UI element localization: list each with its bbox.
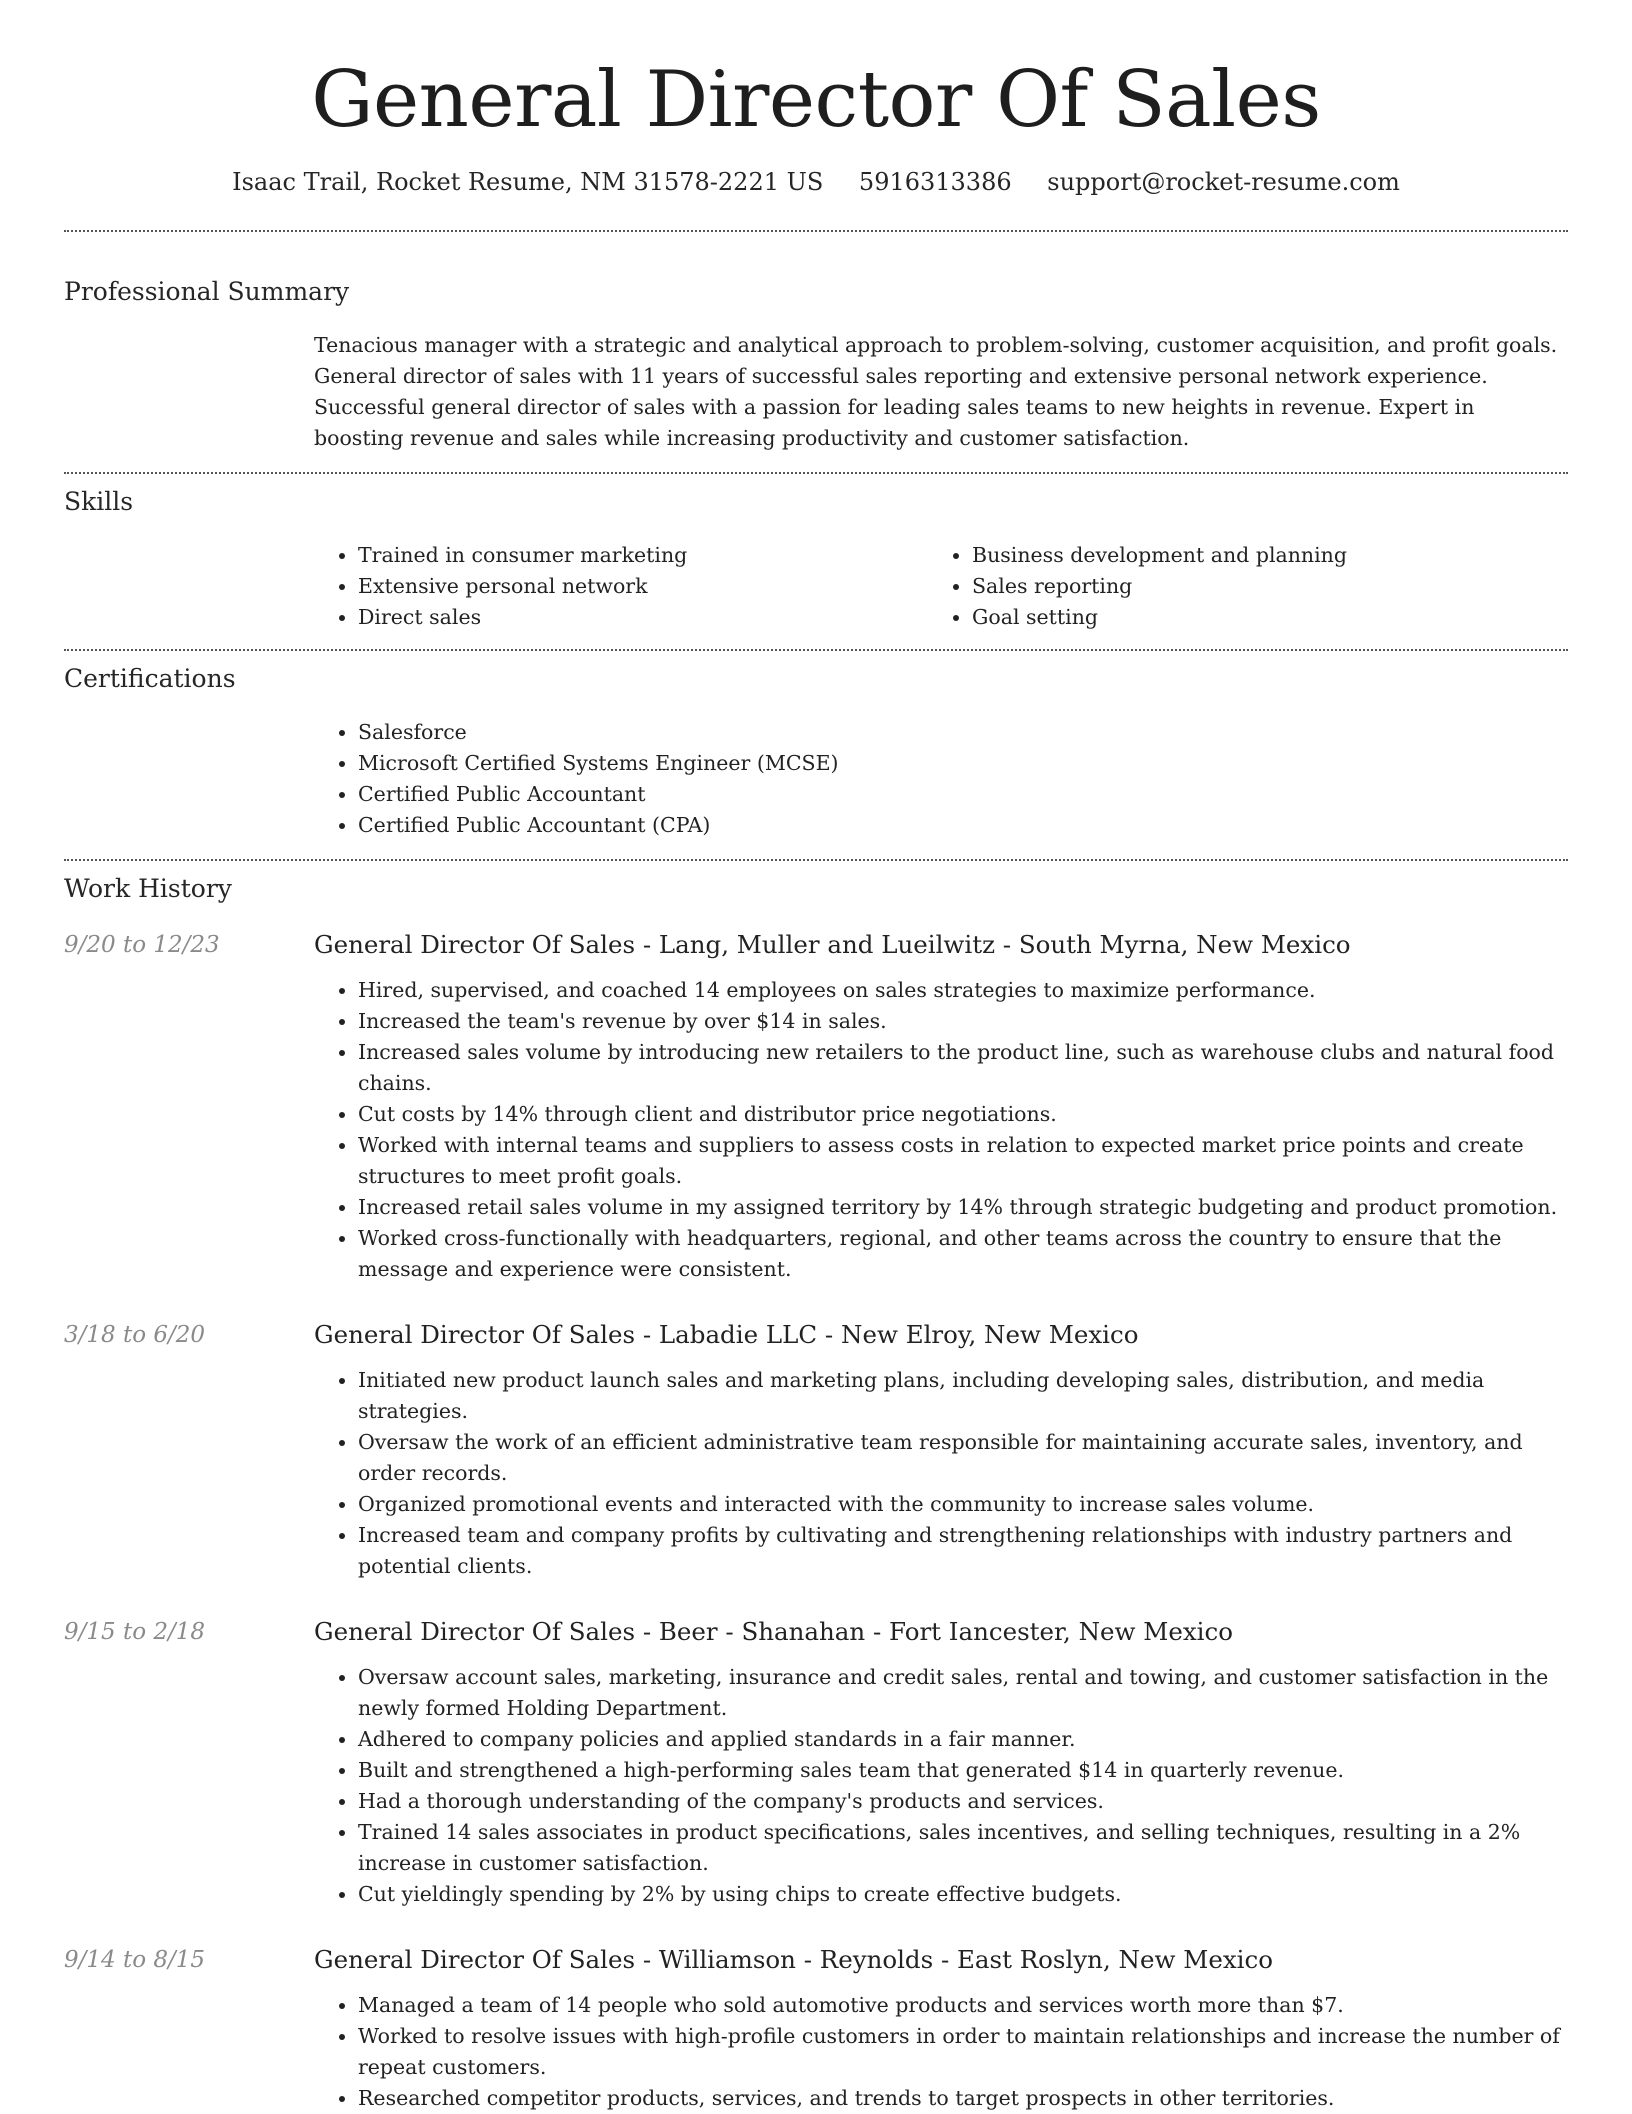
resume-title: General Director Of Sales — [311, 55, 1321, 145]
certifications-list — [314, 717, 1568, 841]
job-title: General Director Of Sales - Lang, Muller and Lueilwitz - South Myrna, New Mexico — [314, 930, 1351, 959]
skills-heading: Skills — [64, 487, 134, 516]
contact-line — [0, 166, 1632, 198]
list-item: • Worked to resolve issues with high-profile customers in order to maintain relationships and increase the number of repeat customers. — [358, 2021, 1568, 2083]
list-item: • Certified Public Accountant — [358, 779, 1568, 810]
list-item: • Increased sales volume by introducing new retailers to the product line, such as warehouse clubs and natural food chains. — [358, 1037, 1568, 1099]
list-item: • Trained 14 sales associates in product specifications, sales incentives, and selling techniques, resulting in a 2% increase in customer satisfaction. — [358, 1817, 1568, 1879]
skills-list — [314, 540, 1568, 633]
job-entry — [64, 1319, 1568, 1582]
job-dates: 3/18 to 6/20 — [64, 1322, 206, 1348]
list-item: • Cut costs by 14% through client and distributor price negotiations. — [358, 1099, 1568, 1130]
summary-heading: Professional Summary — [64, 277, 350, 306]
list-item: • Goal setting — [972, 602, 1568, 633]
list-item: • Increased the team's revenue by over $14 in sales. — [358, 1006, 1568, 1037]
job-bullets — [314, 1990, 1568, 2114]
list-item: • Increased team and company profits by cultivating and strengthening relationships with industry partners and potential clients. — [358, 1520, 1568, 1582]
job-entry — [64, 1944, 1568, 2114]
job-title: General Director Of Sales - Labadie LLC - New Elroy, New Mexico — [314, 1320, 1139, 1349]
certifications-heading: Certifications — [64, 664, 236, 693]
list-item: • Organized promotional events and interacted with the community to increase sales volume. — [358, 1489, 1568, 1520]
job-bullets — [314, 1365, 1568, 1582]
list-item: • Sales reporting — [972, 571, 1568, 602]
list-item: • Certified Public Accountant (CPA) — [358, 810, 1568, 841]
section-divider — [64, 649, 1568, 651]
list-item: • Oversaw the work of an efficient administrative team responsible for maintaining accurate sales, inventory, and order records. — [358, 1427, 1568, 1489]
list-item: • Researched competitor products, services, and trends to target prospects in other territories. — [358, 2083, 1568, 2114]
list-item: • Initiated new product launch sales and marketing plans, including developing sales, distribution, and media strategies. — [358, 1365, 1568, 1427]
list-item: • Direct sales — [358, 602, 928, 633]
skills-column-right — [928, 540, 1568, 633]
job-title: General Director Of Sales - Williamson - Reynolds - East Roslyn, New Mexico — [314, 1945, 1273, 1974]
list-item: • Extensive personal network — [358, 571, 928, 602]
contact-phone: 5916313386 — [858, 168, 1012, 196]
list-item: • Cut yieldingly spending by 2% by using chips to create effective budgets. — [358, 1879, 1568, 1910]
job-entry — [64, 1616, 1568, 1910]
list-item: • Microsoft Certified Systems Engineer (MCSE) — [358, 748, 1568, 779]
list-item: • Trained in consumer marketing — [358, 540, 928, 571]
job-details — [314, 1944, 1568, 2114]
list-item: • Increased retail sales volume in my assigned territory by 14% through strategic budgeting and product promotion. — [358, 1192, 1568, 1223]
list-item: • Salesforce — [358, 717, 1568, 748]
work-history-heading: Work History — [64, 874, 232, 903]
list-item: • Had a thorough understanding of the company's products and services. — [358, 1786, 1568, 1817]
job-dates: 9/14 to 8/15 — [64, 1947, 206, 1973]
job-dates: 9/20 to 12/23 — [64, 932, 220, 958]
list-item: • Adhered to company policies and applied standards in a fair manner. — [358, 1724, 1568, 1755]
section-divider — [64, 230, 1568, 232]
job-entry — [64, 929, 1568, 1285]
list-item: • Built and strengthened a high-performing sales team that generated $14 in quarterly revenue. — [358, 1755, 1568, 1786]
job-bullets — [314, 975, 1568, 1285]
summary-text: Tenacious manager with a strategic and analytical approach to problem-solving, customer acquisition, and profit goals. General director of sales with 11 years of successful sales reporting and extensive personal network experience. Successful general director of sales with a passion for leading sales teams to new heights in revenue. Expert in boosting revenue and sales while increasing productivity and customer satisfaction. — [314, 333, 1558, 450]
job-details — [314, 1319, 1568, 1582]
list-item: • Business development and planning — [972, 540, 1568, 571]
list-item: • Oversaw account sales, marketing, insurance and credit sales, rental and towing, and customer satisfaction in the newly formed Holding Department. — [358, 1662, 1568, 1724]
list-item: • Worked with internal teams and suppliers to assess costs in relation to expected market price points and create structures to meet profit goals. — [358, 1130, 1568, 1192]
skills-column-left — [314, 540, 928, 633]
job-bullets — [314, 1662, 1568, 1910]
section-divider — [64, 472, 1568, 474]
job-details — [314, 1616, 1568, 1910]
job-details — [314, 929, 1568, 1285]
job-title: General Director Of Sales - Beer - Shanahan - Fort Iancester, New Mexico — [314, 1617, 1233, 1646]
list-item: • Managed a team of 14 people who sold automotive products and services worth more than $7. — [358, 1990, 1568, 2021]
contact-email: support@rocket-resume.com — [1047, 168, 1400, 196]
job-dates: 9/15 to 2/18 — [64, 1619, 206, 1645]
list-item: • Worked cross-functionally with headquarters, regional, and other teams across the country to ensure that the message and experience were consistent. — [358, 1223, 1568, 1285]
contact-address: Isaac Trail, Rocket Resume, NM 31578-2221 US — [232, 168, 824, 196]
section-divider — [64, 859, 1568, 861]
list-item: • Hired, supervised, and coached 14 employees on sales strategies to maximize performance. — [358, 975, 1568, 1006]
certifications-items — [314, 717, 1568, 841]
